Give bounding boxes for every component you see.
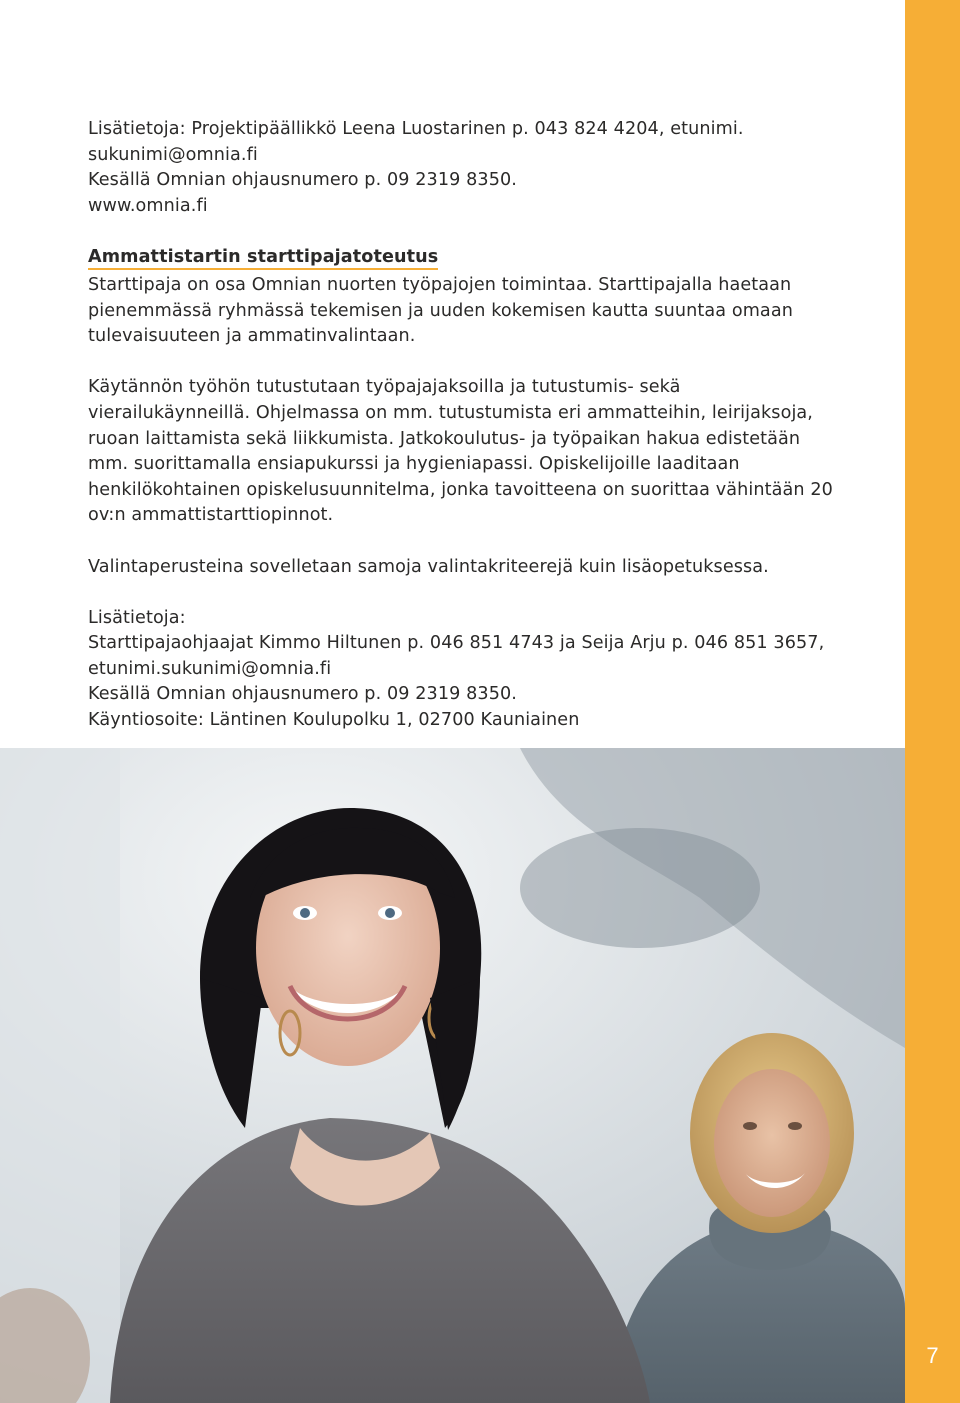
paragraph-line: ruoan laittamista sekä liikkumista. Jatkokoulutus- ja työpaikan hakua edistetään xyxy=(88,428,801,449)
paragraph-line: ov:n ammattistarttiopinnot. xyxy=(88,505,334,526)
paragraph-line: Starttipaja on osa Omnian nuorten työpajojen toimintaa. Starttipajalla haetaan xyxy=(88,274,792,295)
paragraph-line: pienemmässä ryhmässä tekemisen ja uuden kokemisen kautta suuntaa omaan xyxy=(88,300,793,321)
summer-phone-line: Kesällä Omnian ohjausnumero p. 09 2319 8350. xyxy=(88,170,517,191)
contact-line: Lisätietoja: Projektipäällikkö Leena Luostarinen p. 043 824 4204, etunimi. xyxy=(88,119,744,139)
paragraph-line: tulevaisuuteen ja ammatinvalintaan. xyxy=(88,326,416,347)
paragraph-line: henkilökohtainen opiskelusuunnitelma, jonka tavoitteena on suorittaa vähintään 20 xyxy=(88,479,833,500)
paragraph-line: Valintaperusteina sovelletaan samoja valintakriteerejä kuin lisäopetuksessa. xyxy=(88,556,769,577)
paragraph-line: mm. suorittamalla ensiapukurssi ja hygieniapassi. Opiskelijoille laaditaan xyxy=(88,454,740,475)
paragraph-line: Käytännön työhön tutustutaan työpajajaksoilla ja tutustumis- sekä xyxy=(88,377,681,398)
section-heading: Ammattistartin starttipajatoteutus xyxy=(88,246,438,270)
website-link[interactable]: www.omnia.fi xyxy=(88,195,208,216)
visiting-address: Käyntiosoite: Läntinen Koulupolku 1, 02700 Kauniainen xyxy=(88,710,580,731)
paragraph-line: vierailukäynneillä. Ohjelmassa on mm. tutustumista eri ammatteihin, leirijaksoja, xyxy=(88,402,814,423)
photo xyxy=(0,748,905,1403)
summer-phone-line: Kesällä Omnian ohjausnumero p. 09 2319 8350. xyxy=(88,684,517,705)
contact-label: Lisätietoja: xyxy=(88,607,186,628)
photo-illustration xyxy=(0,748,905,1403)
contact-names: Starttipajaohjaajat Kimmo Hiltunen p. 046 851 4743 ja Seija Arju p. 046 851 3657, xyxy=(88,633,825,654)
orange-side-bar xyxy=(905,0,960,1403)
page-number: 7 xyxy=(926,1343,939,1368)
contact-email: sukunimi@omnia.fi xyxy=(88,144,258,165)
body-text xyxy=(88,117,888,734)
contact-email: etunimi.sukunimi@omnia.fi xyxy=(88,658,332,679)
